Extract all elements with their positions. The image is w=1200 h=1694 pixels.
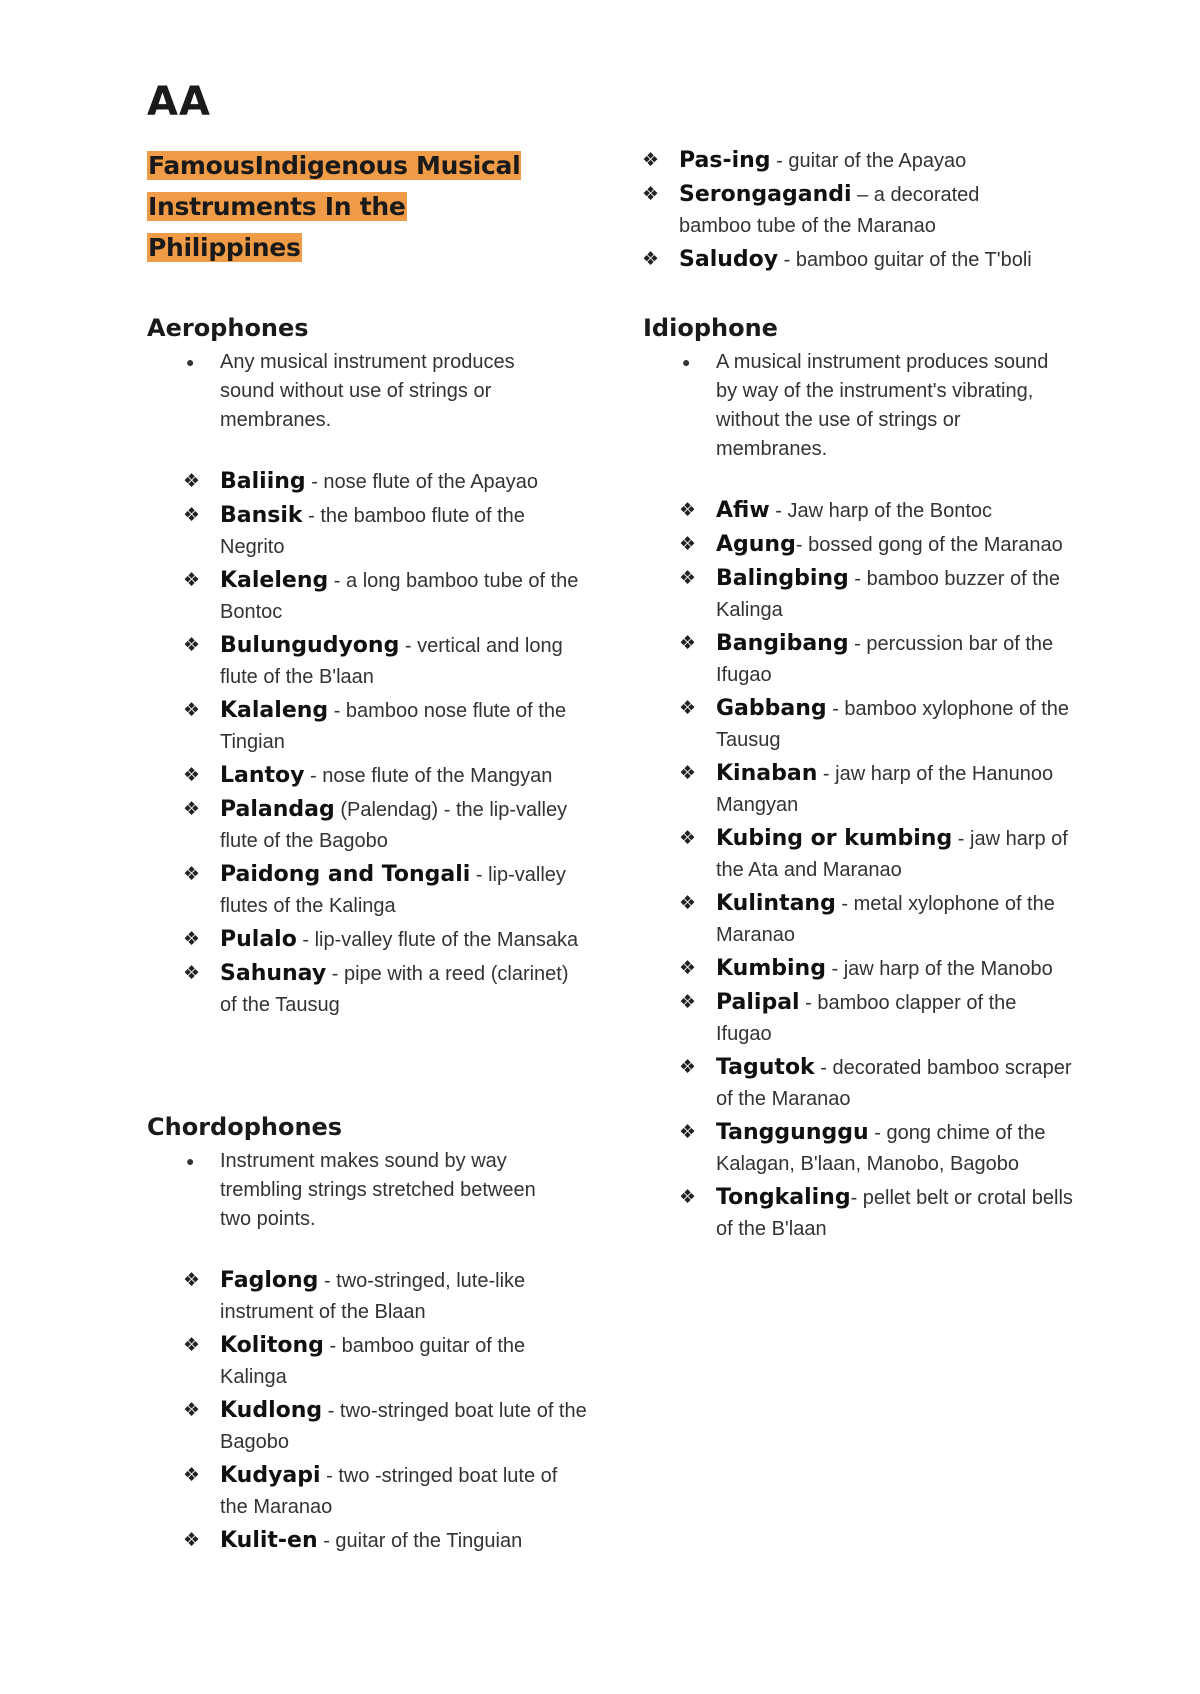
instrument-description: - guitar of the Tinguian (317, 1530, 523, 1552)
diamond-bullet-icon: ❖ (183, 471, 201, 492)
instrument-item (643, 1182, 1073, 1245)
instrument-description: - two -stringed boat lute of the Maranao (220, 1465, 558, 1518)
diamond-bullet-icon: ❖ (183, 963, 201, 984)
instrument-name: Kulintang (716, 891, 836, 916)
instrument-description: - two-stringed, lute-like instrument of the Blaan (220, 1270, 526, 1323)
idiophone-description-text: A musical instrument produces sound by way of the instrument's vibrating, without the use of strings or membranes. (716, 351, 1049, 460)
main-heading (147, 145, 567, 268)
instrument-item (643, 888, 1073, 951)
instrument-description: - bamboo guitar of the Kalinga (220, 1335, 526, 1388)
instrument-name: Baliing (220, 469, 306, 494)
diamond-bullet-icon: ❖ (679, 534, 697, 555)
bullet-icon: ● (186, 354, 195, 370)
instrument-item (643, 823, 1073, 886)
instrument-description: - bamboo xylophone of the Tausug (716, 698, 1070, 751)
instrument-name: Kaleleng (220, 568, 329, 593)
instrument-item (147, 1265, 587, 1328)
chordophones-heading: Chordophones (147, 1113, 343, 1141)
instrument-item (147, 565, 587, 628)
instrument-name: Kumbing (716, 956, 826, 981)
instrument-name: Kinaban (716, 761, 818, 786)
instrument-item (643, 758, 1073, 821)
chordophones-description (186, 1147, 560, 1234)
instrument-name: Balingbing (716, 566, 849, 591)
instrument-name: Serongagandi (679, 182, 852, 207)
instrument-description: - jaw harp of the Manobo (825, 958, 1053, 980)
instrument-name: Palipal (716, 990, 800, 1015)
instrument-item (147, 1525, 587, 1557)
instrument-name: Afiw (716, 498, 770, 523)
instrument-name: Tagutok (716, 1055, 815, 1080)
instrument-item (147, 466, 587, 498)
main-heading-line-1: FamousIndigenous Musical (148, 151, 521, 180)
instrument-item (643, 563, 1073, 626)
diamond-bullet-icon: ❖ (679, 828, 697, 849)
diamond-bullet-icon: ❖ (679, 893, 697, 914)
instrument-item (147, 859, 587, 922)
instrument-name: Kubing or kumbing (716, 826, 953, 851)
instrument-item (147, 1460, 587, 1523)
instrument-description: - a long bamboo tube of the Bontoc (220, 570, 579, 623)
instrument-name: Kulit-en (220, 1528, 318, 1553)
instrument-name: Agung (716, 532, 796, 557)
diamond-bullet-icon: ❖ (679, 958, 697, 979)
instrument-description: - metal xylophone of the Maranao (716, 893, 1055, 946)
diamond-bullet-icon: ❖ (183, 765, 201, 786)
instrument-item (147, 695, 587, 758)
diamond-bullet-icon: ❖ (183, 1400, 201, 1421)
aerophones-list (147, 466, 587, 1023)
chordophones-description-text: Instrument makes sound by way trembling strings stretched between two points. (220, 1150, 536, 1230)
instrument-name: Lantoy (220, 763, 305, 788)
instrument-name: Bulungudyong (220, 633, 400, 658)
chordophones-continued-list (606, 145, 1036, 278)
instrument-description: - jaw harp of the Hanunoo Mangyan (716, 763, 1054, 816)
diamond-bullet-icon: ❖ (183, 1465, 201, 1486)
instrument-description: - bamboo clapper of the Ifugao (716, 992, 1017, 1045)
instrument-item (606, 179, 1036, 242)
instrument-item (147, 794, 587, 857)
instrument-description: - nose flute of the Apayao (305, 471, 539, 493)
instrument-description: - two-stringed boat lute of the Bagobo (220, 1400, 587, 1453)
instrument-description: - percussion bar of the Ifugao (716, 633, 1054, 686)
instrument-name: Pas-ing (679, 148, 771, 173)
instrument-description: - gong chime of the Kalagan, B'laan, Manobo, Bagobo (716, 1122, 1046, 1175)
instrument-item (147, 500, 587, 563)
diamond-bullet-icon: ❖ (679, 698, 697, 719)
chordophones-list (147, 1265, 587, 1559)
diamond-bullet-icon: ❖ (183, 700, 201, 721)
instrument-item (643, 987, 1073, 1050)
instrument-item (147, 630, 587, 693)
diamond-bullet-icon: ❖ (183, 570, 201, 591)
instrument-item (643, 628, 1073, 691)
bullet-icon: ● (682, 354, 691, 370)
instrument-name: Pulalo (220, 927, 297, 952)
diamond-bullet-icon: ❖ (183, 929, 201, 950)
idiophone-list (643, 495, 1073, 1247)
instrument-item (147, 1330, 587, 1393)
idiophone-heading: Idiophone (643, 314, 778, 342)
instrument-description: - the bamboo flute of the Negrito (220, 505, 525, 558)
diamond-bullet-icon: ❖ (679, 1122, 697, 1143)
instrument-description: - bossed gong of the Maranao (795, 534, 1063, 556)
instrument-name: Kolitong (220, 1333, 324, 1358)
diamond-bullet-icon: ❖ (679, 1057, 697, 1078)
instrument-description: - bamboo nose flute of the Tingian (220, 700, 567, 753)
diamond-bullet-icon: ❖ (679, 992, 697, 1013)
diamond-bullet-icon: ❖ (679, 763, 697, 784)
diamond-bullet-icon: ❖ (183, 1335, 201, 1356)
diamond-bullet-icon: ❖ (183, 1530, 201, 1551)
instrument-item (643, 1117, 1073, 1180)
diamond-bullet-icon: ❖ (642, 150, 660, 171)
instrument-name: Tongkaling (716, 1185, 851, 1210)
instrument-name: Kudlong (220, 1398, 323, 1423)
instrument-name: Palandag (220, 797, 335, 822)
instrument-name: Tanggunggu (716, 1120, 869, 1145)
instrument-name: Gabbang (716, 696, 827, 721)
diamond-bullet-icon: ❖ (183, 635, 201, 656)
instrument-name: Saludoy (679, 247, 779, 272)
instrument-item (147, 958, 587, 1021)
instrument-item (643, 495, 1073, 527)
instrument-description: - pipe with a reed (clarinet) of the Tausug (220, 963, 569, 1016)
diamond-bullet-icon: ❖ (679, 1187, 697, 1208)
instrument-description: - nose flute of the Mangyan (304, 765, 553, 787)
instrument-name: Faglong (220, 1268, 319, 1293)
instrument-description: – a decorated bamboo tube of the Maranao (679, 184, 980, 237)
instrument-description: - vertical and long flute of the B'laan (220, 635, 563, 688)
instrument-name: Paidong and Tongali (220, 862, 471, 887)
instrument-description: - Jaw harp of the Bontoc (769, 500, 993, 522)
idiophone-description (682, 348, 1066, 464)
instrument-name: Kalaleng (220, 698, 329, 723)
bullet-icon: ● (186, 1153, 195, 1169)
diamond-bullet-icon: ❖ (642, 184, 660, 205)
instrument-item (606, 145, 1036, 177)
main-heading-line-3: Philippines (148, 233, 301, 262)
instrument-item (147, 1395, 587, 1458)
instrument-name: Bansik (220, 503, 303, 528)
instrument-item (147, 760, 587, 792)
instrument-description: - bamboo guitar of the T'boli (778, 249, 1032, 271)
diamond-bullet-icon: ❖ (183, 505, 201, 526)
instrument-description: - guitar of the Apayao (770, 150, 967, 172)
instrument-item (606, 244, 1036, 276)
instrument-description: - bamboo buzzer of the Kalinga (716, 568, 1061, 621)
diamond-bullet-icon: ❖ (642, 249, 660, 270)
instrument-description: (Palendag) - the lip-valley flute of the Bagobo (220, 799, 568, 852)
diamond-bullet-icon: ❖ (679, 500, 697, 521)
instrument-description: - lip-valley flute of the Mansaka (296, 929, 579, 951)
instrument-item (643, 529, 1073, 561)
diamond-bullet-icon: ❖ (183, 864, 201, 885)
instrument-item (147, 924, 587, 956)
instrument-description: - decorated bamboo scraper of the Maranao (716, 1057, 1072, 1110)
document-title: AA (147, 79, 211, 125)
aerophones-description (186, 348, 560, 435)
instrument-item (643, 693, 1073, 756)
instrument-name: Sahunay (220, 961, 327, 986)
diamond-bullet-icon: ❖ (679, 568, 697, 589)
aerophones-description-text: Any musical instrument produces sound without use of strings or membranes. (220, 351, 515, 431)
main-heading-line-2: Instruments In the (148, 192, 406, 221)
instrument-description: - pellet belt or crotal bells of the B'laan (716, 1187, 1073, 1240)
diamond-bullet-icon: ❖ (679, 633, 697, 654)
instrument-item (643, 1052, 1073, 1115)
instrument-description: - jaw harp of the Ata and Maranao (716, 828, 1068, 881)
instrument-name: Kudyapi (220, 1463, 321, 1488)
instrument-name: Bangibang (716, 631, 849, 656)
aerophones-heading: Aerophones (147, 314, 309, 342)
instrument-description: - lip-valley flutes of the Kalinga (220, 864, 566, 917)
instrument-item (643, 953, 1073, 985)
diamond-bullet-icon: ❖ (183, 799, 201, 820)
diamond-bullet-icon: ❖ (183, 1270, 201, 1291)
